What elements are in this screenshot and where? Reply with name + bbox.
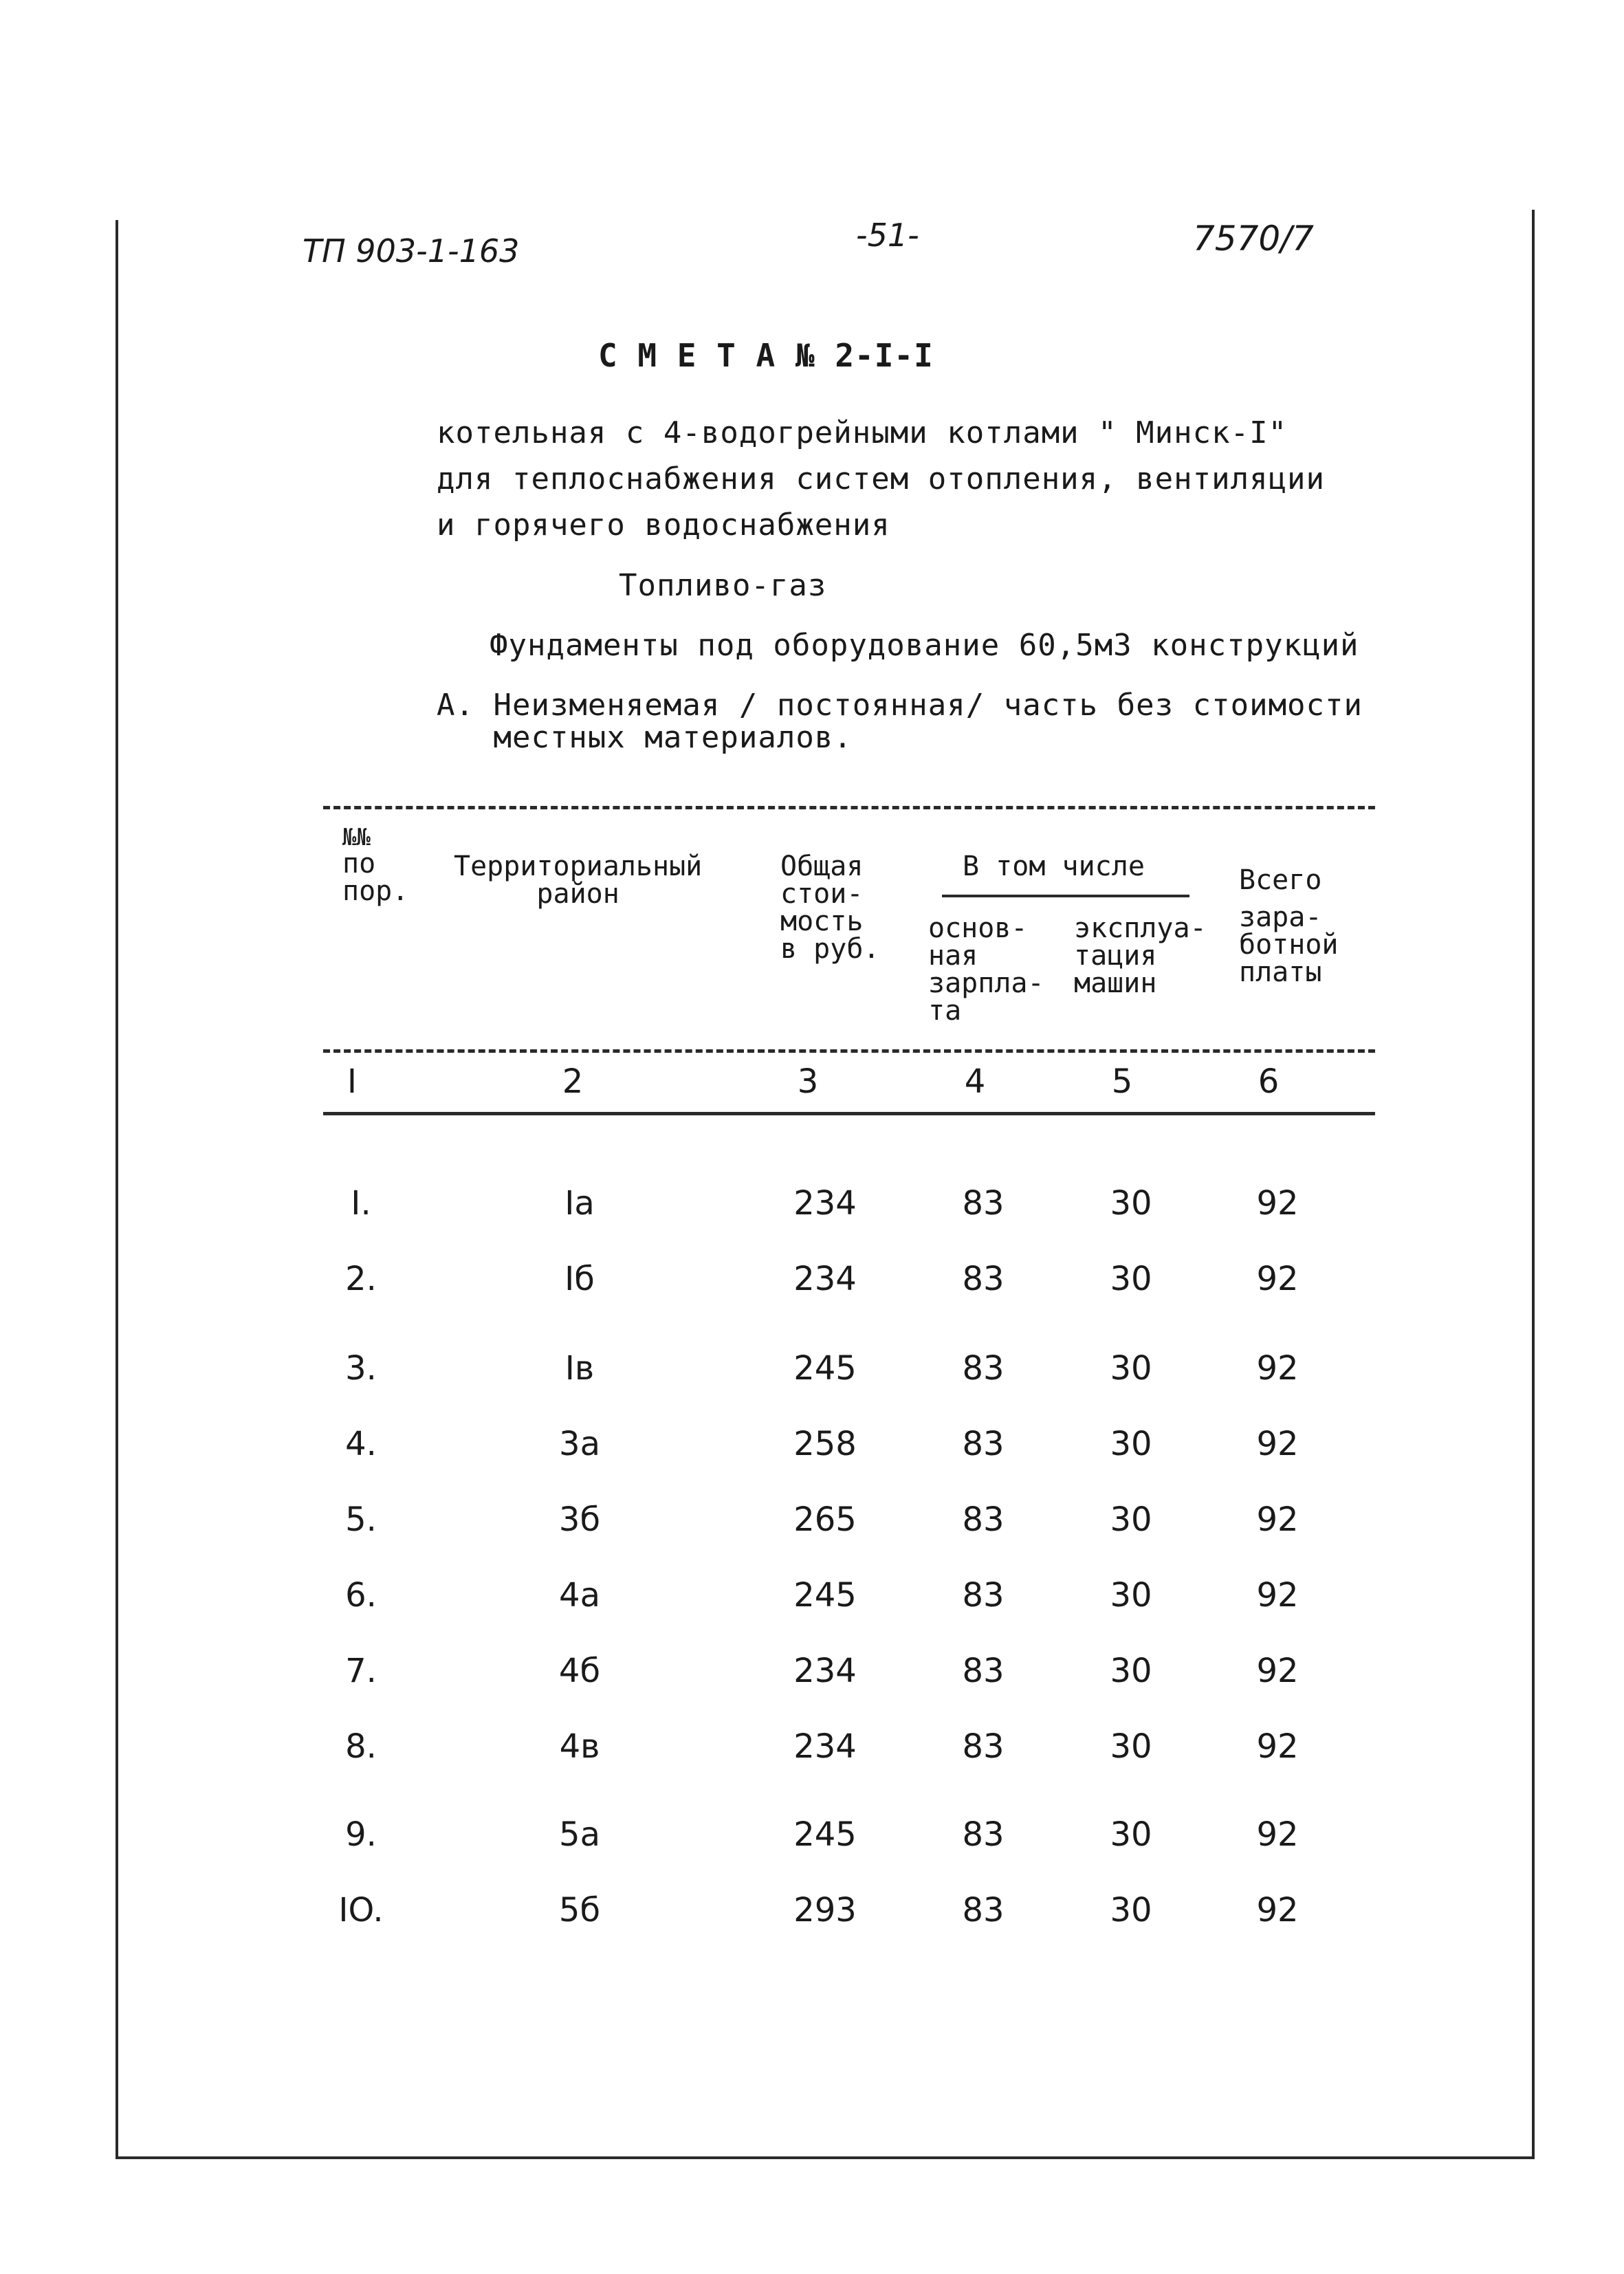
row-number: 8. [345, 1727, 377, 1766]
row-total-cost: 245 [793, 1576, 857, 1615]
table-row [0, 1349, 1624, 1390]
row-number: 7. [345, 1652, 377, 1690]
row-total-cost: 234 [793, 1184, 857, 1223]
fuel-type: Топливо-газ [619, 568, 827, 603]
column-numbers-underline [323, 1112, 1375, 1115]
header-base-salary: основ- ная зарпла- та [928, 912, 1044, 1027]
row-base-salary: 83 [962, 1425, 1005, 1463]
row-base-salary: 83 [962, 1576, 1005, 1615]
section-a-line: местных материалов. [437, 720, 853, 755]
header-num: №№ по пор. [342, 824, 409, 907]
row-machine-ops: 30 [1110, 1349, 1152, 1388]
row-base-salary: 83 [962, 1500, 1005, 1539]
row-total-salary: 92 [1256, 1891, 1299, 1929]
row-region: Iа [564, 1184, 595, 1223]
frame-bottom-border [116, 2156, 1535, 2159]
row-machine-ops: 30 [1110, 1815, 1152, 1854]
row-base-salary: 83 [962, 1184, 1005, 1223]
row-machine-ops: 30 [1110, 1260, 1152, 1298]
header-bottom-rule [323, 1049, 1375, 1053]
row-number: 5. [345, 1500, 377, 1539]
row-total-cost: 293 [793, 1891, 857, 1929]
row-machine-ops: 30 [1110, 1576, 1152, 1615]
row-total-salary: 92 [1256, 1260, 1299, 1298]
table-row [0, 1815, 1624, 1857]
row-base-salary: 83 [962, 1260, 1005, 1298]
table-row [0, 1652, 1624, 1693]
row-machine-ops: 30 [1110, 1652, 1152, 1690]
table-row [0, 1184, 1624, 1225]
header-total-cost: Общая стои- мость в руб. [780, 851, 880, 965]
row-base-salary: 83 [962, 1815, 1005, 1854]
table-top-rule [323, 806, 1375, 809]
section-a-line: А. Неизменяемая / постоянная/ часть без стоимости [437, 688, 1363, 723]
row-region: Iб [564, 1260, 595, 1298]
column-number: 6 [1258, 1062, 1280, 1101]
subtitle-line: котельная с 4-водогрейными котлами " Минск-I" [437, 415, 1288, 450]
row-region: 4б [558, 1652, 601, 1690]
table-row [0, 1576, 1624, 1617]
row-base-salary: 83 [962, 1891, 1005, 1929]
column-number: 5 [1111, 1062, 1133, 1101]
table-row [0, 1727, 1624, 1769]
row-number: 3. [345, 1349, 377, 1388]
table-row [0, 1425, 1624, 1466]
row-total-salary: 92 [1256, 1576, 1299, 1615]
column-number: I [347, 1062, 358, 1101]
header-machine-ops: эксплуа- тация машин [1074, 912, 1207, 999]
row-number: 9. [345, 1815, 377, 1854]
row-total-cost: 234 [793, 1260, 857, 1298]
header-including: В том числе [963, 851, 1145, 882]
row-machine-ops: 30 [1110, 1184, 1152, 1223]
row-total-salary: 92 [1256, 1652, 1299, 1690]
row-total-cost: 258 [793, 1425, 857, 1463]
foundation-line: Фундаменты под оборудование 60,5м3 конструкций [490, 628, 1359, 663]
table-row [0, 1891, 1624, 1932]
header-total-salary: Всего зара- ботной платы [1239, 864, 1339, 988]
row-number: IO. [338, 1891, 384, 1929]
row-base-salary: 83 [962, 1349, 1005, 1388]
row-total-salary: 92 [1256, 1184, 1299, 1223]
row-region: 4а [559, 1576, 600, 1615]
row-number: 6. [345, 1576, 377, 1615]
subtitle-line: и горячего водоснабжения [437, 507, 890, 543]
row-total-salary: 92 [1256, 1349, 1299, 1388]
row-total-cost: 265 [793, 1500, 857, 1539]
page-number: -51- [856, 217, 919, 254]
column-number: 4 [964, 1062, 986, 1101]
row-base-salary: 83 [962, 1727, 1005, 1766]
column-number: 2 [562, 1062, 584, 1101]
row-machine-ops: 30 [1110, 1425, 1152, 1463]
row-region: 5а [559, 1815, 600, 1854]
estimate-title: С М Е Т А № 2-I-I [598, 337, 934, 374]
row-number: I. [351, 1184, 371, 1223]
row-region: 5б [558, 1891, 601, 1929]
row-total-cost: 234 [793, 1727, 857, 1766]
archive-number: 7570/7 [1193, 219, 1314, 259]
row-machine-ops: 30 [1110, 1891, 1152, 1929]
row-total-salary: 92 [1256, 1727, 1299, 1766]
row-base-salary: 83 [962, 1652, 1005, 1690]
row-number: 2. [345, 1260, 377, 1298]
row-number: 4. [345, 1425, 377, 1463]
row-machine-ops: 30 [1110, 1500, 1152, 1539]
document-code: ТП 903-1-163 [303, 232, 520, 270]
header-region: Территориальный район [454, 851, 703, 910]
including-underline [942, 895, 1189, 897]
row-region: Iв [564, 1349, 595, 1388]
row-region: 3б [558, 1500, 601, 1539]
row-region: 4в [559, 1727, 600, 1766]
row-region: 3а [559, 1425, 600, 1463]
table-row [0, 1260, 1624, 1301]
row-total-cost: 234 [793, 1652, 857, 1690]
row-total-salary: 92 [1256, 1425, 1299, 1463]
row-total-cost: 245 [793, 1815, 857, 1854]
row-total-cost: 245 [793, 1349, 857, 1388]
row-total-salary: 92 [1256, 1815, 1299, 1854]
row-total-salary: 92 [1256, 1500, 1299, 1539]
table-row [0, 1500, 1624, 1542]
row-machine-ops: 30 [1110, 1727, 1152, 1766]
subtitle-line: для теплоснабжения систем отопления, вентиляции [437, 461, 1326, 496]
column-number: 3 [797, 1062, 819, 1101]
